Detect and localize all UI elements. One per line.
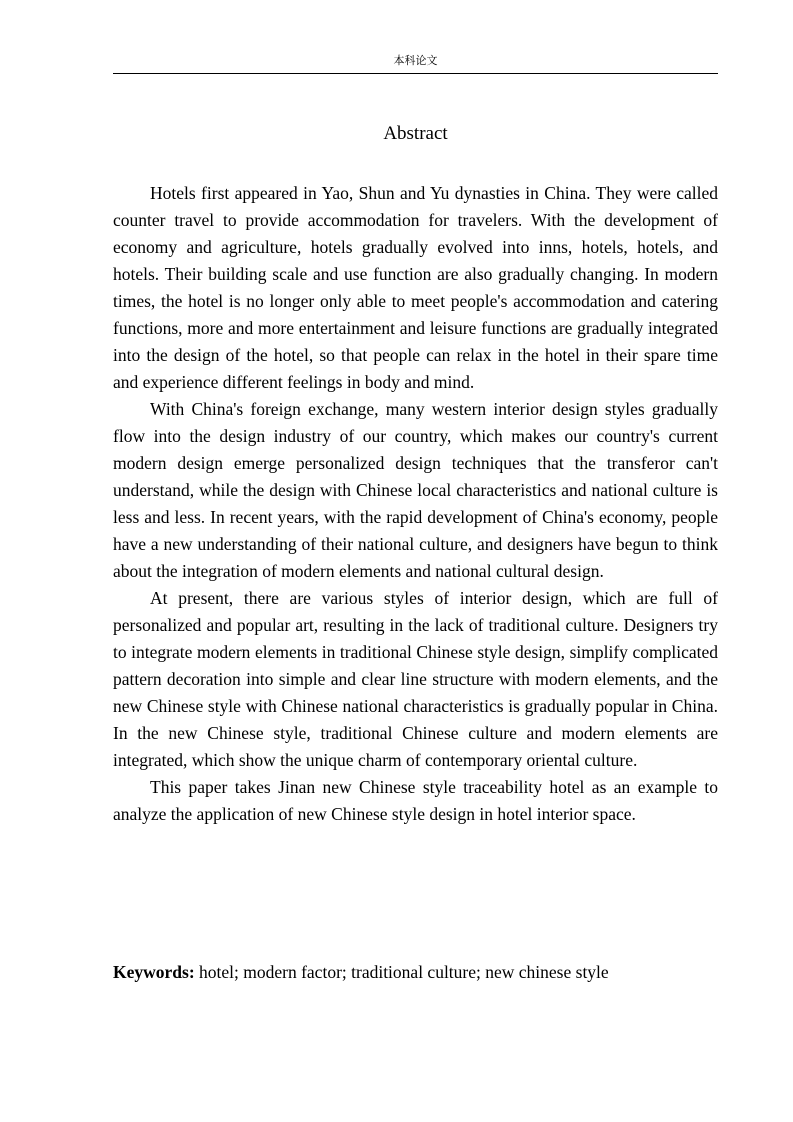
abstract-body [113,180,718,828]
header-rule [113,73,718,74]
running-header: 本科论文 [393,54,438,67]
abstract-paragraph-1: Hotels first appeared in Yao, Shun and Yu dynasties in China. They were called counter travel to provide accommodation for travelers. With the development of economy and agriculture, hotels gradually evolved into inns, hotels, hotels, and hotels. Their building scale and use function are also gradually changing. In modern times, the hotel is no longer only able to meet people's accommodation and catering functions, more and more entertainment and leisure functions are gradually integrated into the design of the hotel, so that people can relax in the hotel in their spare time and experience different feelings in body and mind. [113,183,718,392]
abstract-paragraph-4: This paper takes Jinan new Chinese style traceability hotel as an example to analyze the application of new Chinese style design in hotel interior space. [113,777,718,824]
abstract-paragraph-3: At present, there are various styles of interior design, which are full of personalized and popular art, resulting in the lack of traditional culture. Designers try to integrate modern elements in traditional Chinese style design, simplify complicated pattern decoration into simple and clear line structure with modern elements, and the new Chinese style with Chinese national characteristics is gradually popular in China. In the new Chinese style, traditional Chinese culture and modern elements are integrated, which show the unique charm of contemporary oriental culture. [113,588,718,770]
keywords-label: Keywords: [113,962,195,982]
abstract-title: Abstract [383,123,448,144]
keywords-text: hotel; modern factor; traditional culture; new chinese style [194,962,609,982]
abstract-paragraph-2: With China's foreign exchange, many western interior design styles gradually flow into the design industry of our country, which makes our country's current modern design emerge personalized design techniques that the transferor can't understand, while the design with Chinese local characteristics and national culture is less and less. In recent years, with the rapid development of China's economy, people have a new understanding of their national culture, and designers have begun to think about the integration of modern elements and national cultural design. [113,399,718,581]
keywords-line [113,959,718,986]
